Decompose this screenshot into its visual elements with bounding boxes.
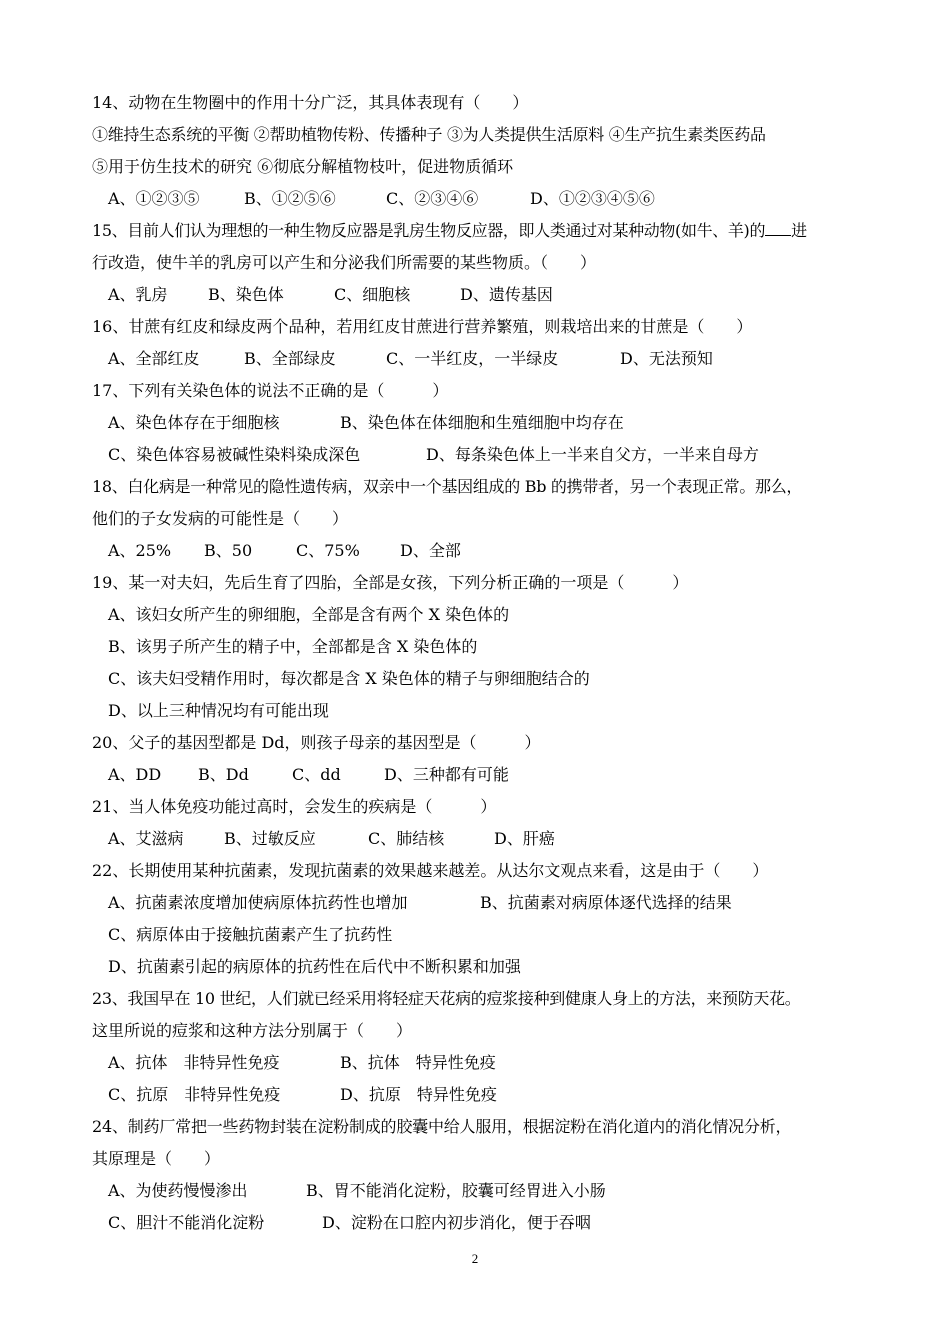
q19-stem: 19、某一对夫妇，先后生育了四胎，全部是女孩，下列分析正确的一项是（ ） xyxy=(92,573,689,592)
q23-option-c: C、抗原 非特异性免疫 xyxy=(108,1085,281,1104)
q15-stem-line2: 行改造，使牛羊的乳房可以产生和分泌我们所需要的某些物质。（ ） xyxy=(92,253,597,272)
q19-option-a: A、该妇女所产生的卵细胞，全部是含有两个 X 染色体的 xyxy=(108,605,510,624)
q20-option-c: C、dd xyxy=(292,765,341,784)
q16-option-c: C、一半红皮，一半绿皮 xyxy=(386,349,559,368)
q16-stem: 16、甘蔗有红皮和绿皮两个品种，若用红皮甘蔗进行营养繁殖，则栽培出来的甘蔗是（ ） xyxy=(92,317,753,336)
q18-stem-line2: 他们的子女发病的可能性是（ ） xyxy=(92,509,349,528)
q19-option-b: B、该男子所产生的精子中，全部都是含 X 染色体的 xyxy=(108,637,478,656)
q14-option-d: D、①②③④⑤⑥ xyxy=(530,189,655,208)
q15-option-b: B、染色体 xyxy=(208,285,284,304)
q14-option-c: C、②③④⑥ xyxy=(386,189,479,208)
q22-stem: 22、长期使用某种抗菌素，发现抗菌素的效果越来越差。从达尔文观点来看，这是由于（ ） xyxy=(92,861,769,880)
q14-items-1: ①维持生态系统的平衡 ②帮助植物传粉、传播种子 ③为人类提供生活原料 ④生产抗生素类医药品 xyxy=(92,125,766,144)
q24-option-b: B、胃不能消化淀粉，胶囊可经胃进入小肠 xyxy=(306,1181,606,1200)
q21-option-b: B、过敏反应 xyxy=(224,829,316,848)
q17-option-a: A、染色体存在于细胞核 xyxy=(108,413,280,432)
q23-stem: 23、我国早在 10 世纪，人们就已经采用将轻症天花病的痘浆接种到健康人身上的方法，来预防天花。 xyxy=(92,989,801,1008)
q22-option-b: B、抗菌素对病原体逐代选择的结果 xyxy=(480,893,732,912)
q18-option-b: B、50 xyxy=(204,541,253,560)
q24-option-c: C、胆汁不能消化淀粉 xyxy=(108,1213,265,1232)
q15-stem xyxy=(92,221,807,241)
q17-stem: 17、下列有关染色体的说法不正确的是（ ） xyxy=(92,381,449,400)
q22-option-d: D、抗菌素引起的病原体的抗药性在后代中不断积累和加强 xyxy=(108,957,521,976)
q18-option-c: C、75% xyxy=(296,541,360,560)
q21-option-c: C、肺结核 xyxy=(368,829,445,848)
q19-option-d: D、以上三种情况均有可能出现 xyxy=(108,701,329,720)
q17-option-d: D、每条染色体上一半来自父方，一半来自母方 xyxy=(426,445,759,464)
q16-option-a: A、全部红皮 xyxy=(108,349,200,368)
q20-option-a: A、DD xyxy=(108,765,162,784)
q24-stem: 24、制药厂常把一些药物封装在淀粉制成的胶囊中给人服用，根据淀粉在消化道内的消化情况分析， xyxy=(92,1117,792,1136)
q16-option-b: B、全部绿皮 xyxy=(244,349,336,368)
q24-stem-line2: 其原理是（ ） xyxy=(92,1149,221,1168)
page-number: 2 xyxy=(471,1251,479,1266)
q18-option-d: D、全部 xyxy=(400,541,461,560)
q14-stem: 14、动物在生物圈中的作用十分广泛，其具体表现有（ ） xyxy=(92,93,529,112)
q15-option-c: C、细胞核 xyxy=(334,285,411,304)
q21-stem: 21、当人体免疫功能过高时，会发生的疾病是（ ） xyxy=(92,797,497,816)
q16-option-d: D、无法预知 xyxy=(620,349,713,368)
q24-option-a: A、为使药慢慢渗出 xyxy=(108,1181,248,1200)
q15-stem-a: 15、目前人们认为理想的一种生物反应器是乳房生物反应器，即人类通过对某种动物(如牛、羊)的 xyxy=(92,221,766,240)
q22-option-c: C、病原体由于接触抗菌素产生了抗药性 xyxy=(108,925,393,944)
q23-option-a: A、抗体 非特异性免疫 xyxy=(108,1053,280,1072)
q23-stem-line2: 这里所说的痘浆和这种方法分别属于（ ） xyxy=(92,1021,413,1040)
q14-option-b: B、①②⑤⑥ xyxy=(244,189,336,208)
q20-stem: 20、父子的基因型都是 Dd，则孩子母亲的基因型是（ ） xyxy=(92,733,541,752)
q24-option-d: D、淀粉在口腔内初步消化，便于吞咽 xyxy=(322,1213,591,1232)
answer-blank xyxy=(765,221,791,236)
q20-option-d: D、三种都有可能 xyxy=(384,765,509,784)
q14-items-2: ⑤用于仿生技术的研究 ⑥彻底分解植物枝叶，促进物质循环 xyxy=(92,157,514,176)
q20-option-b: B、Dd xyxy=(198,765,249,784)
q19-option-c: C、该夫妇受精作用时，每次都是含 X 染色体的精子与卵细胞结合的 xyxy=(108,669,590,688)
q23-option-b: B、抗体 特异性免疫 xyxy=(340,1053,496,1072)
q21-option-a: A、艾滋病 xyxy=(108,829,184,848)
q17-option-c: C、染色体容易被碱性染料染成深色 xyxy=(108,445,361,464)
q18-option-a: A、25% xyxy=(108,541,172,560)
q22-option-a: A、抗菌素浓度增加使病原体抗药性也增加 xyxy=(108,893,408,912)
q21-option-d: D、肝癌 xyxy=(494,829,555,848)
q23-option-d: D、抗原 特异性免疫 xyxy=(340,1085,497,1104)
q18-stem: 18、白化病是一种常见的隐性遗传病，双亲中一个基因组成的 Bb 的携带者，另一个表现正常。那么， xyxy=(92,477,803,496)
q14-option-a: A、①②③⑤ xyxy=(108,189,200,208)
q15-option-d: D、遗传基因 xyxy=(460,285,553,304)
q15-stem-b: 进 xyxy=(791,221,807,240)
q17-option-b: B、染色体在体细胞和生殖细胞中均存在 xyxy=(340,413,624,432)
q15-option-a: A、乳房 xyxy=(108,285,168,304)
